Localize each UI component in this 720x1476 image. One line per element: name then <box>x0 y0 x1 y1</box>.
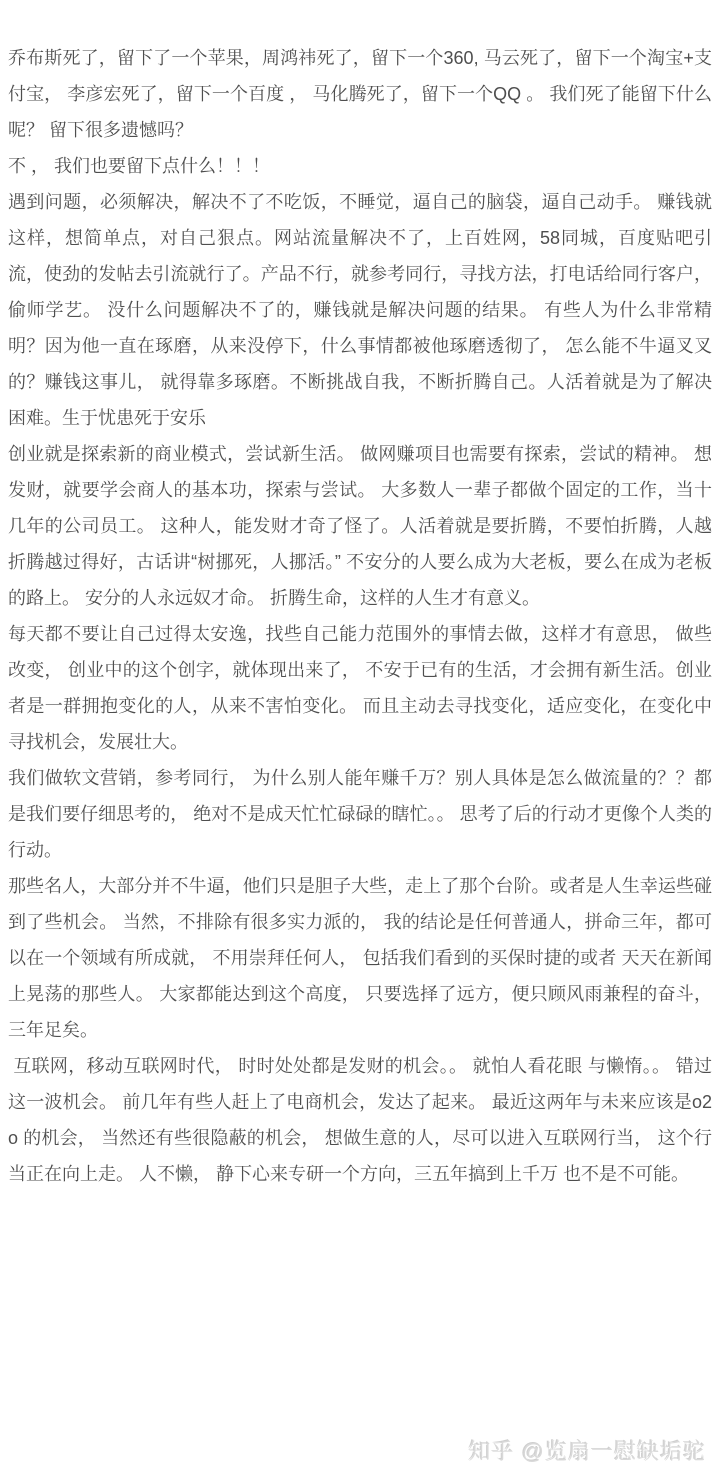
paragraph-leave-comfort-zone: 每天都不要让自己过得太安逸，找些自己能力范围外的事情去做，这样才有意思， 做些改变， 创业中的这个创字，就体现出来了， 不安于已有的生活，才会拥有新生活。创业者是一群拥抱变化的人，从来不害怕变化。 而且主动去寻找变化，适应变化，在变化中寻找机会，发展壮大。 <box>8 624 712 752</box>
paragraph-internet-opportunity: 互联网，移动互联网时代， 时时处处都是发财的机会。。 就怕人看花眼 与懒惰。。 错过这一波机会。 前几年有些人赶上了电商机会，发达了起来。 最近这两年与未来应该是o2o 的机会， 当然还有些很隐蔽的机会， 想做生意的人，尽可以进入互联网行当， 这个行当正在向上走。 人不懒， 静下心来专研一个方向，三五年搞到上千万 也不是不可能。 <box>8 1056 712 1184</box>
paragraph-famous-people: 那些名人，大部分并不牛逼，他们只是胆子大些，走上了那个台阶。或者是人生幸运些碰到了些机会。 当然，不排除有很多实力派的， 我的结论是任何普通人，拼命三年，都可以在一个领域有所成就， 不用崇拜任何人， 包括我们看到的买保时捷的或者 天天在新闻上晃荡的那些人。 大家都能达到这个高度， 只要选择了远方，便只顾风雨兼程的奋斗，三年足矣。 <box>8 876 712 1040</box>
paragraph-legacy: 乔布斯死了，留下了一个苹果，周鸿祎死了，留下一个360, 马云死了，留下一个淘宝+支付宝， 李彦宏死了，留下一个百度 ， 马化腾死了，留下一个QQ 。 我们死了能留下什么呢？ 留下很多遗憾吗？ <box>8 48 712 140</box>
paragraph-soft-marketing: 我们做软文营销，参考同行， 为什么别人能年赚千万？别人具体是怎么做流量的？？都是我们要仔细思考的， 绝对不是成天忙忙碌碌的瞎忙。。 思考了后的行动才更像个人类的行动。 <box>8 768 712 860</box>
paragraph-solve-problems: 遇到问题，必须解决，解决不了不吃饭，不睡觉，逼自己的脑袋，逼自己动手。 赚钱就这样，想简单点，对自己狠点。网站流量解决不了，上百姓网，58同城，百度贴吧引流，使劲的发帖去引流就行了。产品不行，就参考同行，寻找方法，打电话给同行客户，偷师学艺。 没什么问题解决不了的，赚钱就是解决问题的结果。 有些人为什么非常精明？因为他一直在琢磨，从来没停下，什么事情都被他琢磨透彻了， 怎么能不牛逼叉叉的？赚钱这事儿， 就得靠多琢磨。不断挑战自我，不断折腾自己。人活着就是为了解决困难。生于忧患死于安乐 <box>8 192 712 428</box>
paragraph-entrepreneurship: 创业就是探索新的商业模式，尝试新生活。 做网赚项目也需要有探索，尝试的精神。 想发财，就要学会商人的基本功，探索与尝试。 大多数人一辈子都做个固定的工作，当十几年的公司员工。 这种人，能发财才奇了怪了。人活着就是要折腾，不要怕折腾，人越折腾越过得好，古话讲“树挪死，人挪活。” 不安分的人要么成为大老板，要么在成为老板的路上。 安分的人永远奴才命。 折腾生命，这样的人生才有意义。 <box>8 444 712 608</box>
zhihu-watermark: 知乎 @览扇一慰缺垢驼 <box>468 1439 706 1464</box>
paragraph-leave-something: 不 ， 我们也要留下点什么！！！ <box>8 156 271 176</box>
